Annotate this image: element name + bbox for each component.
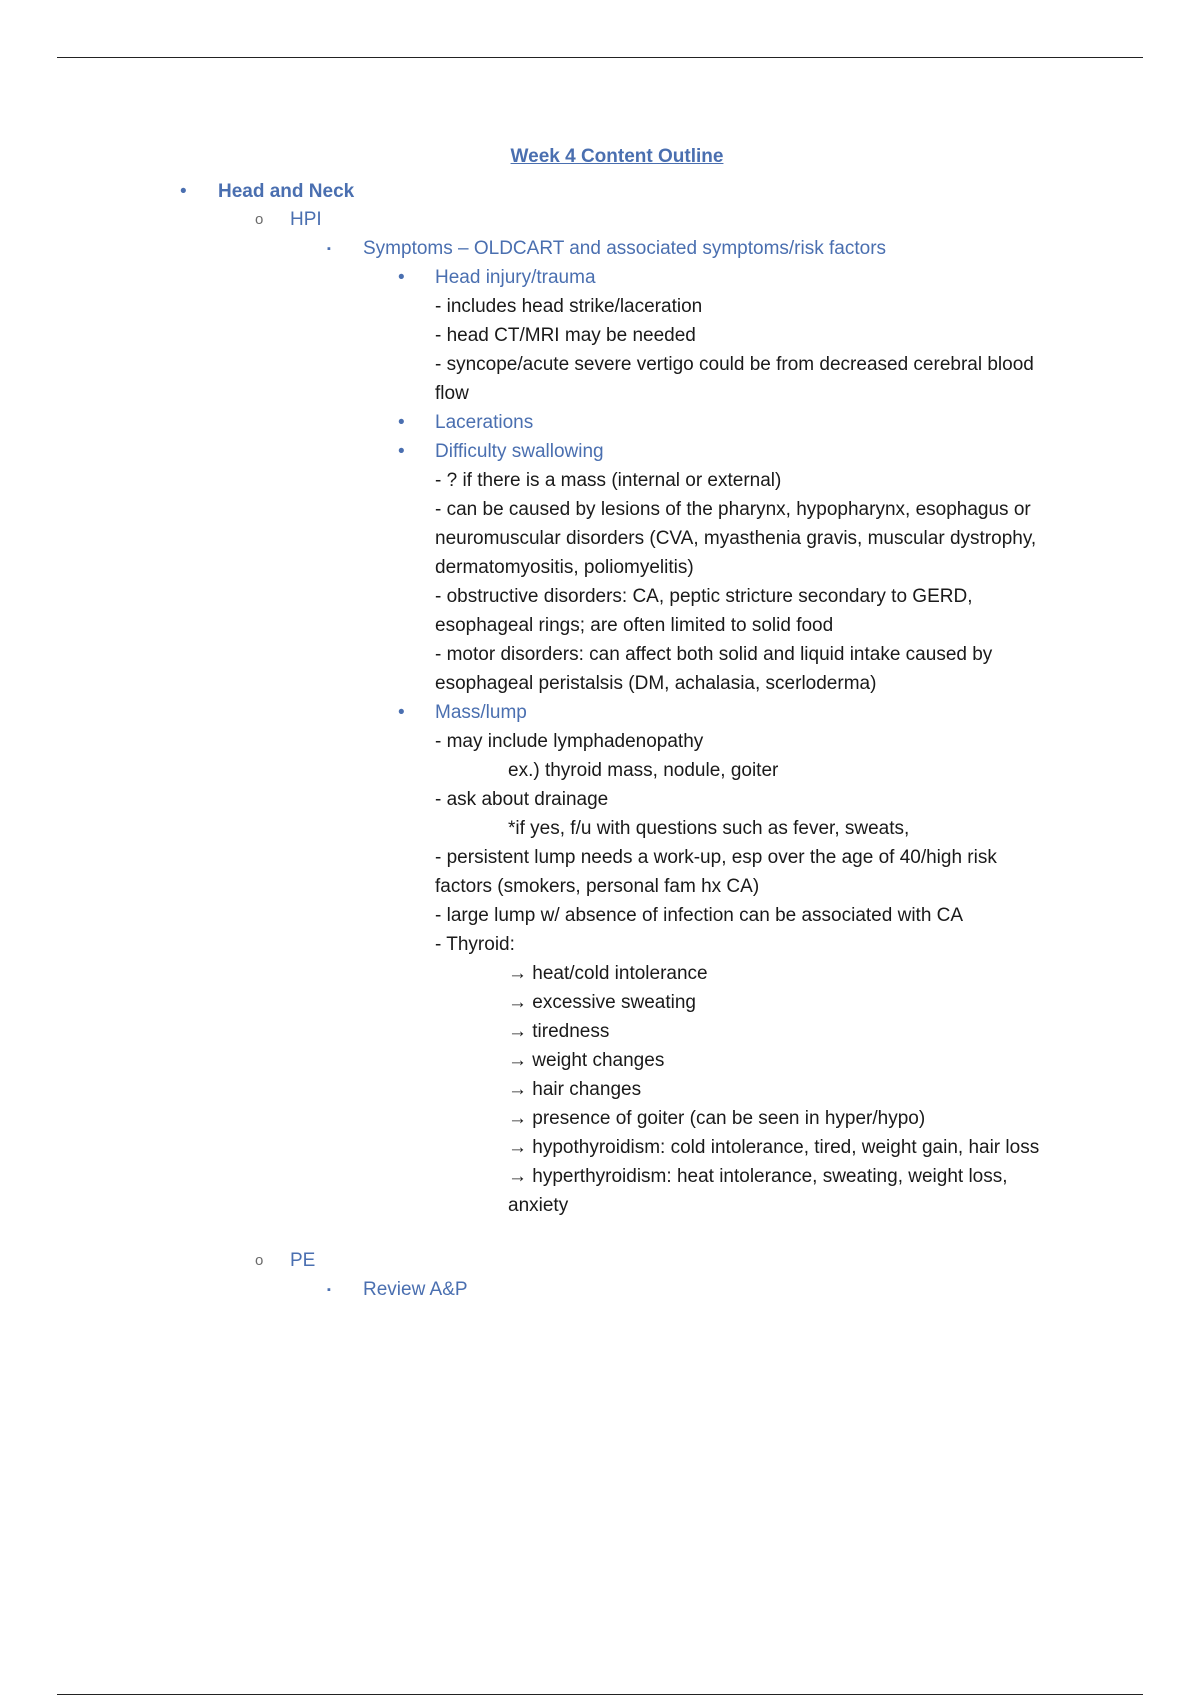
pe-label: PE bbox=[290, 1250, 316, 1271]
thyroid-item: → weight changes bbox=[508, 1050, 665, 1071]
thyroid-item: → hypothyroidism: cold intolerance, tired, weight gain, hair loss bbox=[508, 1137, 1040, 1158]
swallowing-line: - motor disorders: can affect both solid and liquid intake caused by bbox=[435, 644, 993, 665]
swallowing-line: - obstructive disorders: CA, peptic stricture secondary to GERD, bbox=[435, 586, 973, 607]
head-injury-label: Head injury/trauma bbox=[435, 267, 596, 288]
swallowing-line: esophageal rings; are often limited to solid food bbox=[435, 615, 834, 636]
hpi-label: HPI bbox=[290, 209, 322, 230]
bullet-icon: • bbox=[398, 702, 405, 723]
thyroid-item: → hyperthyroidism: heat intolerance, sweating, weight loss, bbox=[508, 1166, 1008, 1187]
circle-bullet-icon: o bbox=[255, 1252, 264, 1269]
thyroid-item: → excessive sweating bbox=[508, 992, 696, 1013]
square-bullet-icon: ▪ bbox=[327, 1284, 331, 1296]
mass-line: - may include lymphadenopathy bbox=[435, 731, 704, 752]
thyroid-item: → presence of goiter (can be seen in hyper/hypo) bbox=[508, 1108, 926, 1129]
bullet-icon: • bbox=[398, 267, 405, 288]
swallowing-line: - ? if there is a mass (internal or external) bbox=[435, 470, 782, 491]
header-rule bbox=[57, 57, 1143, 58]
section-head-and-neck: Head and Neck bbox=[218, 181, 355, 202]
thyroid-item: → tiredness bbox=[508, 1021, 610, 1042]
mass-line: - Thyroid: bbox=[435, 934, 515, 955]
head-injury-line: - head CT/MRI may be needed bbox=[435, 325, 696, 346]
bullet-icon: • bbox=[398, 412, 405, 433]
lacerations-label: Lacerations bbox=[435, 412, 534, 433]
square-bullet-icon: ▪ bbox=[327, 243, 331, 255]
footer-rule bbox=[57, 1694, 1143, 1695]
swallowing-line: dermatomyositis, poliomyelitis) bbox=[435, 557, 694, 578]
head-injury-line: - includes head strike/laceration bbox=[435, 296, 703, 317]
head-injury-line: flow bbox=[435, 383, 469, 404]
mass-line: factors (smokers, personal fam hx CA) bbox=[435, 876, 760, 897]
document-title: Week 4 Content Outline bbox=[510, 146, 724, 167]
bullet-icon: • bbox=[180, 181, 187, 202]
review-ap-label: Review A&P bbox=[363, 1279, 468, 1300]
mass-lump-label: Mass/lump bbox=[435, 702, 527, 723]
symptoms-label: Symptoms – OLDCART and associated symptoms/risk factors bbox=[363, 238, 887, 259]
thyroid-item: → heat/cold intolerance bbox=[508, 963, 708, 984]
mass-line: - large lump w/ absence of infection can be associated with CA bbox=[435, 905, 964, 926]
circle-bullet-icon: o bbox=[255, 211, 264, 228]
bullet-icon: • bbox=[398, 441, 405, 462]
swallowing-line: neuromuscular disorders (CVA, myasthenia gravis, muscular dystrophy, bbox=[435, 528, 1037, 549]
mass-line: - ask about drainage bbox=[435, 789, 609, 810]
difficulty-swallowing-label: Difficulty swallowing bbox=[435, 441, 604, 462]
mass-line: - persistent lump needs a work-up, esp over the age of 40/high risk bbox=[435, 847, 997, 868]
head-injury-line: - syncope/acute severe vertigo could be from decreased cerebral blood bbox=[435, 354, 1034, 375]
swallowing-line: - can be caused by lesions of the pharynx, hypopharynx, esophagus or bbox=[435, 499, 1031, 520]
mass-line: ex.) thyroid mass, nodule, goiter bbox=[508, 760, 779, 781]
thyroid-item: → hair changes bbox=[508, 1079, 642, 1100]
swallowing-line: esophageal peristalsis (DM, achalasia, scerloderma) bbox=[435, 673, 877, 694]
mass-line: *if yes, f/u with questions such as fever, sweats, bbox=[508, 818, 910, 839]
thyroid-item: anxiety bbox=[508, 1195, 569, 1216]
